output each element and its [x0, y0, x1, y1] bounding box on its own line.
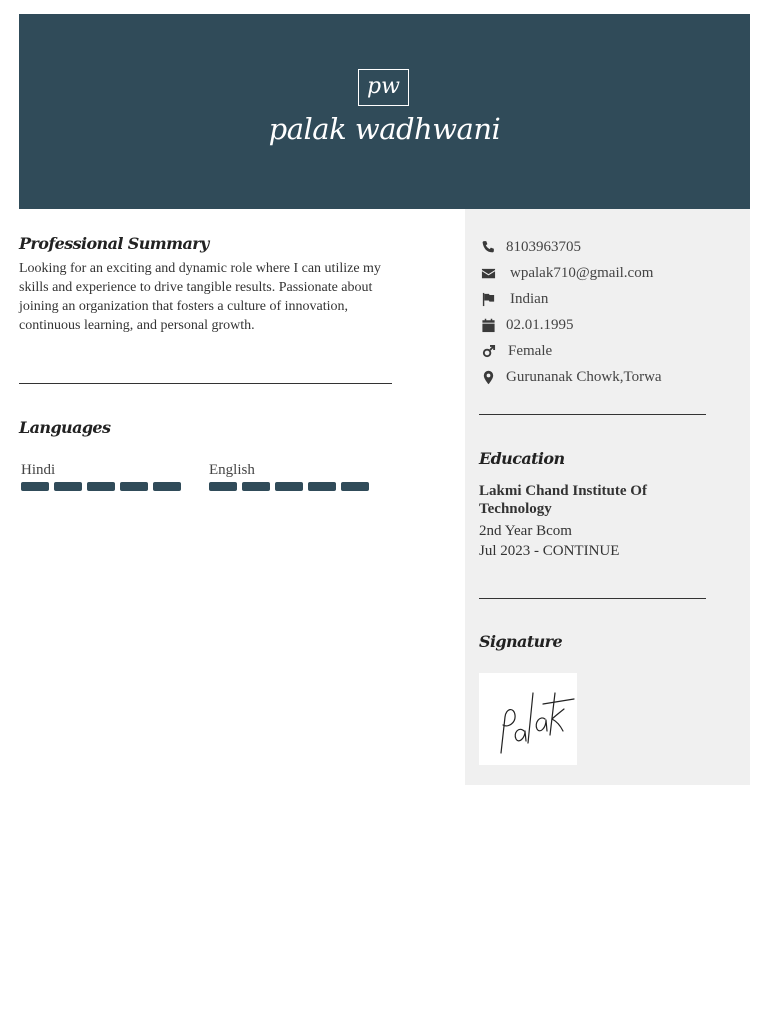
contact-list [479, 234, 729, 390]
contact-phone [479, 234, 729, 260]
summary-title: Professional Summary [19, 234, 209, 253]
signature-image [479, 673, 577, 765]
handwritten-signature [479, 673, 577, 765]
nationality-text: Indian [510, 290, 549, 307]
language-name: English [209, 462, 255, 478]
email-text: wpalak710@gmail.com [510, 264, 654, 281]
address-text: Gurunanak Chowk,Torwa [506, 368, 662, 385]
summary-divider [19, 383, 392, 384]
level-bar [242, 482, 270, 491]
monogram: pw [358, 69, 409, 106]
contact-gender [479, 338, 729, 364]
contact-email [479, 260, 729, 286]
calendar-icon [479, 317, 497, 333]
language-name: Hindi [21, 462, 56, 478]
summary-text: Looking for an exciting and dynamic role where I can utilize my skills and experience to drive tangible results. Passionate about joining an organization that fosters a culture of innovation, continuous learning, and personal growth. [19, 261, 381, 333]
candidate-name: palak wadhwani [268, 112, 501, 146]
level-bar [54, 482, 82, 491]
level-bar [209, 482, 237, 491]
education-degree: 2nd Year Bcom [479, 523, 572, 539]
languages-title: Languages [19, 418, 111, 437]
education-institution: Lakmi Chand Institute Of Technology [479, 483, 647, 517]
level-bar [87, 482, 115, 491]
education-title: Education [479, 449, 565, 468]
contact-nationality [479, 286, 729, 312]
level-bar [308, 482, 336, 491]
flag-icon [479, 291, 497, 307]
education-divider [479, 598, 706, 599]
gender-text: Female [508, 342, 553, 359]
language-item [209, 462, 369, 491]
resume-header [19, 14, 750, 209]
contact-divider [479, 414, 706, 415]
education-section [479, 449, 709, 560]
contact-dob [479, 312, 729, 338]
level-bar [21, 482, 49, 491]
level-bar [275, 482, 303, 491]
language-level-bars [209, 482, 369, 491]
level-bar [153, 482, 181, 491]
main-column [19, 234, 409, 335]
level-bar [120, 482, 148, 491]
phone-text: 8103963705 [506, 238, 581, 255]
signature-title: Signature [479, 632, 563, 651]
contact-address [479, 364, 729, 390]
envelope-icon [479, 265, 497, 281]
language-level-bars [21, 482, 181, 491]
language-item [21, 462, 181, 491]
education-dates: Jul 2023 - CONTINUE [479, 543, 620, 559]
gender-icon [479, 343, 497, 359]
phone-icon [479, 239, 497, 255]
dob-text: 02.01.1995 [506, 316, 574, 333]
map-pin-icon [479, 369, 497, 385]
level-bar [341, 482, 369, 491]
